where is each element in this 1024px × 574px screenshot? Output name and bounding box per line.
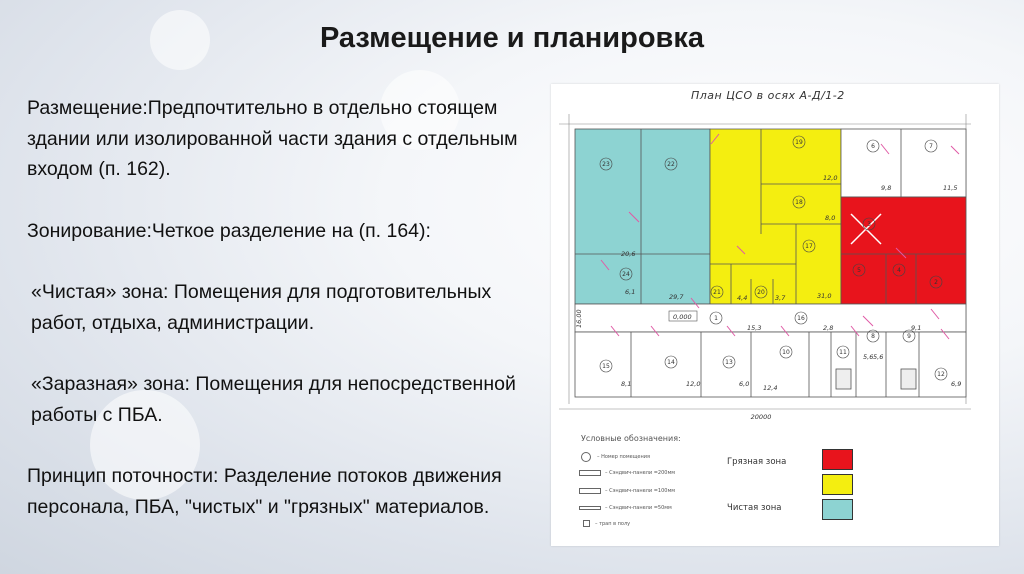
- room-number: 2: [934, 279, 938, 286]
- room-area: 8,0: [825, 214, 836, 222]
- paragraph-flow-principle: Принцип поточности: Разделение потоков движения персонала, ПБА, "чистых" и "грязных" материалов.: [27, 465, 502, 518]
- room-area: 5,6: [873, 353, 884, 361]
- room-number: 14: [667, 359, 675, 366]
- room-number: 5: [857, 267, 861, 274]
- legend-item: – Сэндвич-панели =100мм: [605, 488, 675, 494]
- room-number: 19: [795, 139, 803, 146]
- room-number: 12: [937, 371, 945, 378]
- infectious-zone-red: [841, 197, 966, 304]
- room-number: 1: [714, 315, 718, 322]
- room-number: 22: [667, 161, 675, 168]
- plan-title: План ЦСО в осях А-Д/1-2: [691, 89, 845, 102]
- room-number: 20: [757, 289, 765, 296]
- room-area: 9,8: [881, 184, 892, 192]
- overall-dimension: 20000: [750, 413, 772, 421]
- slide-title: Размещение и планировка: [319, 22, 705, 54]
- slide-body: [27, 93, 527, 522]
- room-area: 11,5: [943, 184, 958, 192]
- room-area: 12,4: [763, 384, 778, 392]
- legend-clean-zone-label: Чистая зона: [727, 503, 782, 513]
- paragraph-clean-zone: «Чистая» зона: Помещения для подготовительных работ, отдыха, администрации.: [31, 281, 492, 334]
- room-number: 17: [805, 243, 813, 250]
- room-number: 9: [907, 333, 911, 340]
- room-number: 13: [725, 359, 733, 366]
- legend-item: – трап в полу: [595, 521, 631, 527]
- room-number: 3: [867, 221, 871, 228]
- room-number: 18: [795, 199, 803, 206]
- room-number: 10: [782, 349, 790, 356]
- legend-item: – Номер помещения: [597, 454, 651, 460]
- room-area: 6,0: [739, 380, 750, 388]
- room-number: 7: [929, 143, 933, 150]
- room-area: 6,1: [625, 288, 636, 296]
- legend-swatch-yellow: [822, 474, 853, 495]
- floor-plan-drawing: [551, 84, 999, 424]
- paragraph-infectious-zone: «Заразная» зона: Помещения для непосредственной работы с ПБА.: [31, 373, 516, 426]
- room-area: 29,7: [669, 293, 684, 301]
- room-area: 5,6: [863, 353, 874, 361]
- legend-heading: Условные обозначения:: [581, 434, 681, 443]
- room-area: 31,0: [817, 292, 832, 300]
- legend-dirty-zone-label: Грязная зона: [727, 457, 787, 467]
- room-number: 21: [713, 289, 721, 296]
- room-area: 0,000: [673, 313, 692, 321]
- room-number: 11: [839, 349, 847, 356]
- paragraph-placement: Размещение:Предпочтительно в отдельно стоящем здании или изолированной части здания с отдельным входом (п. 162).: [27, 97, 518, 180]
- clean-zone-teal: [575, 129, 710, 304]
- room-area: 4,4: [737, 294, 748, 302]
- legend-swatch-teal: [822, 499, 853, 520]
- clean-zone-yellow: [710, 129, 841, 304]
- legend-item: – Сэндвич-панели =50мм: [605, 505, 672, 511]
- room-area: 16,00: [575, 309, 583, 328]
- room-area: 6,9: [951, 380, 962, 388]
- paragraph-zoning: Зонирование:Четкое разделение на (п. 164):: [27, 219, 431, 242]
- room-area: 9,1: [911, 324, 922, 332]
- room-area: 3,7: [775, 294, 786, 302]
- room-area: 20,6: [621, 250, 636, 258]
- room-number: 4: [897, 267, 901, 274]
- room-area: 8,1: [621, 380, 632, 388]
- room-area: 15,3: [747, 324, 762, 332]
- room-number: 8: [871, 333, 875, 340]
- legend-item: – Сэндвич-панели =200мм: [605, 470, 675, 476]
- room-area: 12,0: [686, 380, 701, 388]
- legend-swatch-red: [822, 449, 853, 470]
- room-number: 23: [602, 161, 610, 168]
- room-number: 16: [797, 315, 805, 322]
- room-number: 24: [622, 271, 630, 278]
- floor-plan-figure: [551, 84, 999, 546]
- room-area: 2,8: [823, 324, 834, 332]
- room-area: 12,0: [823, 174, 838, 182]
- room-number: 15: [602, 363, 610, 370]
- room-number: 6: [871, 143, 875, 150]
